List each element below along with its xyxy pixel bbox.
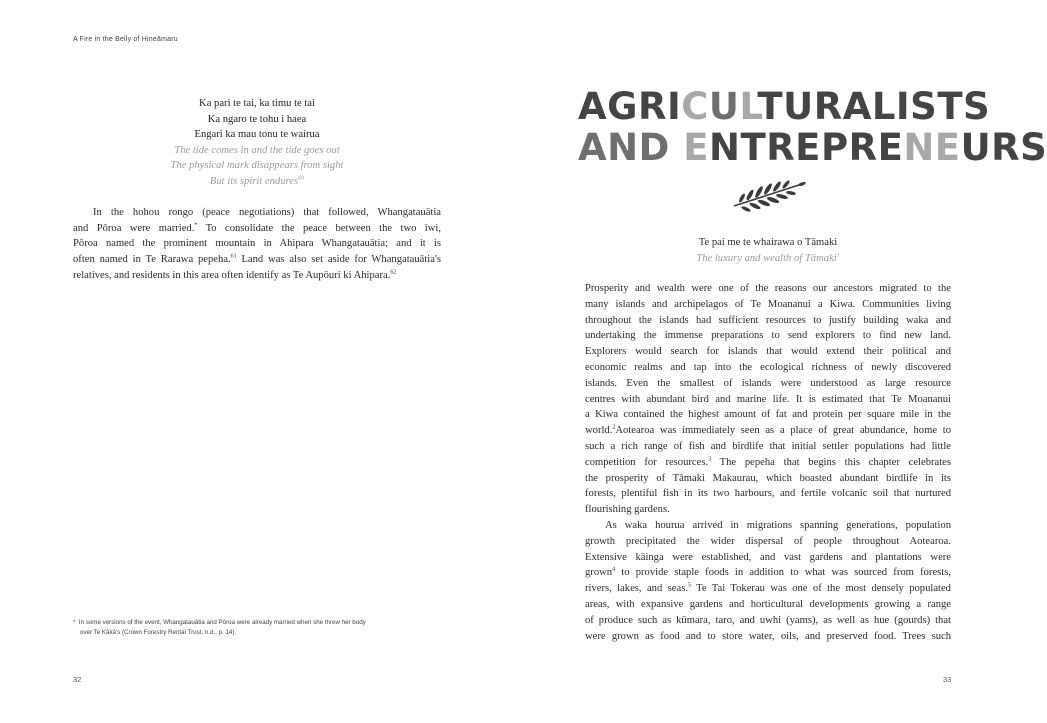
running-head: A Fire in the Belly of Hineāmaru <box>73 36 178 43</box>
page-number: 33 <box>943 675 952 684</box>
text-line: and Pōroa were married.* To consolidate the peace between the two iwi, <box>73 222 441 234</box>
text-line: of produce such as kūmara, taro, and uwhi (yams), as well as hue (gourds) that <box>585 614 951 626</box>
text-line: often named in Te Rarawa pepeha.$^{61}$ Land was also set aside for Whangatauātia's <box>73 253 441 266</box>
text-line: Pōroa named the prominent mountain in Ahipara Whangatauātia; and it is <box>73 238 441 250</box>
endnote-ref: 60 <box>298 175 305 182</box>
text-line: As waka hourua arrived in migrations spanning generations, population <box>605 519 951 531</box>
endnote-ref: 61 <box>230 253 237 260</box>
text-line: centres with abundant bird and marine life. It is estimated that Te Moananui <box>585 393 951 405</box>
endnote-ref: 1 <box>836 252 840 259</box>
text-line: were grown as food and to store water, oils, and preserved food. Trees such <box>585 630 951 642</box>
title-line: AGRICULTURALISTS <box>578 85 991 128</box>
endnote-ref: 4 <box>612 566 616 573</box>
poem-translation-line: The tide comes in and the tide goes out <box>174 144 340 156</box>
body-text <box>585 281 951 644</box>
footnote-marker: * <box>73 619 76 626</box>
epigraph-maori: Te pai me te whairawa o Tāmaki <box>698 237 838 248</box>
poem-line: Ka ngaro te tohu i haea <box>207 113 307 125</box>
text-line: forests, plentiful fish in its two harbours, and fertile volcanic soil that nurtured <box>585 488 951 500</box>
footnote-line: over Te Kākā's (Crown Forestry Rental Trust, n.d., p. 14). <box>80 629 237 636</box>
body-paragraph <box>73 205 441 284</box>
text-line: Extensive kāinga were established, and vast gardens and plantations were <box>585 551 951 563</box>
text-line: world.$^2$Aotearoa was immediately seen as a place of great abundance, home to <box>585 424 951 437</box>
title-line: AND ENTREPRENEURS <box>578 126 1047 169</box>
page-number: 32 <box>73 675 82 684</box>
text-line: flourishing gardens. <box>585 504 670 516</box>
text-line: many islands and archipelagos of Te Moananui a Kiwa. Communities living <box>585 298 951 310</box>
poem-translation-line: The physical mark disappears from sight <box>170 160 344 172</box>
text-line: areas, with expansive gardens and horticultural developments growing a range <box>585 598 951 610</box>
text-line: economic realms and tap into the ecological richness of newly discovered <box>585 361 951 373</box>
footnote-line: * In some versions of the event, Whangatauātia and Pōroa were already married when she threw her body <box>73 619 366 626</box>
poem-translation-line: But its spirit endures$^{60}$ <box>209 175 305 187</box>
footnote <box>73 618 445 638</box>
chapter-title <box>578 85 1047 169</box>
endnote-ref: 5 <box>687 582 691 589</box>
epigraph <box>585 235 951 266</box>
text-line: the prosperity of Tāmaki Makaurau, which boasted abundant birdlife in its <box>585 472 951 484</box>
text-line: Explorers would search for islands that would extend their political and <box>585 346 951 358</box>
text-line: Prosperity and wealth were one of the reasons our ancestors migrated to the <box>585 283 951 294</box>
text-line: In the hohou rongo (peace negotiations) that followed, Whangatauātia <box>93 207 441 218</box>
poem <box>73 96 441 190</box>
endnote-ref: 2 <box>612 424 616 431</box>
endnote-ref: 62 <box>390 269 397 276</box>
text-line: grown$^4$ to provide staple foods in addition to what was sourced from forests, <box>585 566 951 579</box>
footnote-ref: * <box>194 222 198 229</box>
text-line: growth precipitated the wider dispersal of people throughout Aotearoa. <box>585 535 951 547</box>
text-line: undertaking the immense preparations to send explorers to find new land. <box>585 330 951 342</box>
poem-line: Engari ka mau tonu te wairua <box>194 129 320 141</box>
text-line: rivers, lakes, and seas.$^5$ Te Tai Tokerau was one of the most densely populated <box>585 582 951 595</box>
text-line: islands. Even the smallest of islands were understood as large resource <box>585 377 951 389</box>
text-line: such a rich range of fish and birdlife that initial settler populations had little <box>585 440 951 452</box>
text-line: competition for resources.$^3$ The pepeha that begins this chapter celebrates <box>585 456 951 468</box>
endnote-ref: 3 <box>708 456 712 463</box>
text-line: relatives, and residents in this area often identify as Te Aupōuri ki Ahipara.$^{62}$ <box>73 269 397 281</box>
epigraph-translation: The luxury and wealth of Tāmaki$^1$ <box>696 252 840 264</box>
text-line: a Kiwa contained the highest amount of fat and protein per square mile in the <box>585 409 951 421</box>
left-page <box>0 0 512 723</box>
poem-line: Ka pari te tai, ka timu te tai <box>199 98 315 109</box>
fern-leaf-icon <box>728 178 808 214</box>
text-line: throughout the islands had sufficient resources to justify building waka and <box>585 314 951 326</box>
